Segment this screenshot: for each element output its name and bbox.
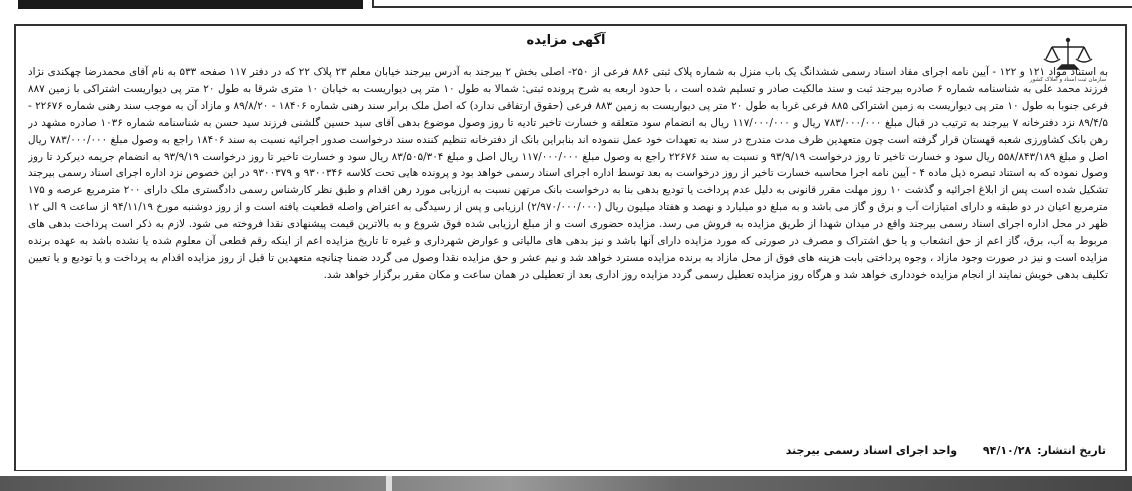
notice-footer [28, 444, 1106, 462]
publish-date-label: تاریخ انتشار: [1037, 444, 1106, 457]
bottom-scan-strip [0, 476, 1132, 491]
issuer-name: واحد اجرای اسناد رسمی بیرجند [785, 444, 958, 457]
publish-date: ۹۴/۱۰/۲۸ [982, 444, 1032, 457]
previous-notice-frame [372, 0, 1132, 8]
strip-divider [386, 476, 392, 491]
top-black-bar [18, 0, 363, 9]
notice-body [28, 64, 1108, 434]
notice-title: آگهی مزایده [526, 33, 606, 48]
notice-body-paragraph: به استناد مواد ۱۲۱ و ۱۲۲ - آیین نامه اجرای مفاد اسناد رسمی ششدانگ یک باب منزل به شماره پلاک ثبتی ۸۸۶ فرعی از ۲۵۰- اصلی بخش ۲ بیرجند به آدرس بیرجند خیابان معلم ۲۳ پلاک ۲۲ که در دفتر ۱۱۷ صفحه ۵۳۳ به نام آقای محمدرضا چهکندی نژاد فرزند محمد علی به شناسنامه شماره ۶ صادره بیرجند ثبت و سند مالکیت صادر و تسلیم شده است ، با حدود اربعه به شرح پرونده ثبتی: شمالا به طول ۱۰ متر پی دیواریست به خیابان ۱۰ متری شرقا به طول ۲۰ متر پی دیواریست اشتراکی با زمین ۸۸۷ فرعی جنوبا به طول ۱۰ متر پی دیواریست به زمین اشتراکی ۸۸۵ فرعی غربا به طول ۲۰ متر پی دیواریست به زمین ۸۸۳ فرعی (حقوق ارتفاقی ندارد) که اصل ملک برابر سند رهنی شماره ۱۸۴۰۶ - ۸۹/۸/۲۰ و مازاد آن به موجب سند رهنی شماره ۲۲۶۷۶ - ۸۹/۴/۵ نزد دفترخانه ۷ بیرجند به ترتیب در قبال مبلغ ۷۸۳/۰۰۰/۰۰۰ ریال و ۱۱۷/۰۰۰/۰۰۰ ریال به انضمام سود متعلقه و خسارت تاخیر تادیه تا روز وصول موضوع بدهی آقای سید حسین گلشنی فرزند سید حسن به شناسنامه شماره ۱۰۳۶ صادره مشهد در رهن بانک کشاورزی شعبه قهستان قرار گرفته است چون متعهدین ظرف مدت مندرج در سند به تعهدات خود عمل ننموده اند بنابراین بانک از دفترخانه تنظیم کننده سند درخواست صدور اجرائیه نسبت به سند ۱۸۴۰۶ راجع به وصول مبلغ ۷۸۳/۰۰۰/۰۰۰ ریال اصل و مبلغ ۵۵۸/۸۴۳/۱۸۹ ریال سود و خسارت تاخیر تا روز درخواست ۹۳/۹/۱۹ و نسبت به سند ۲۲۶۷۶ راجع به وصول مبلغ ۱۱۷/۰۰۰/۰۰۰ ریال اصل و مبلغ ۸۳/۵۰۵/۳۰۴ ریال سود و خسارت تاخیر تا روز درخواست ۹۳/۹/۱۹ به انضمام جریمه دیرکرد تا روز وصول نموده که به استناد تبصره ذیل ماده ۴ - آیین نامه اجرا محاسبه خسارت تاخیر از روز درخواست به بعد توسط اداره اجرای اسناد رسمی خواهد بود و پرونده هایی تحت کلاسه ۹۳۰۰۳۴۶ و ۹۳۰۰۳۷۹ در این خصوص نزد اداره اجرای اسناد رسمی بیرجند تشکیل شده است پس از ابلاغ اجرائیه و گذشت ۱۰ روز مهلت مقرر قانونی به دلیل عدم پرداخت یا تودیع بدهی بنا به درخواست بانک مرتهن نسبت به ارزیابی مورد رهن اقدام و طبق نظر کارشناس رسمی دادگستری ملک دارای ۲۰۰ مترمربع عرصه و ۱۷۵ مترمربع اعیان در دو طبقه و دارای امتیازات آب و برق و گاز می باشد و به مبلغ دو میلیارد و نهصد و هفتاد میلیون ریال (۲/۹۷۰/۰۰۰/۰۰۰) ارزیابی و پس از رسیدگی به اعتراض واصله قطعیت یافته است و از روز دوشنبه مورخ ۹۴/۱۱/۱۹ از ساعت ۹ الی ۱۲ ظهر در محل اداره اجرای اسناد رسمی بیرجند واقع در میدان شهدا از طریق مزایده به فروش می رسد. مزایده حضوری است و از مبلغ ارزیابی شده فوق شروع و به بالاترین قیمت پیشنهادی نقدا فروخته می شود. لازم به ذکر است پرداخت بدهی های مربوط به آب، برق، گاز اعم از حق انشعاب و یا حق اشتراک و مصرف در صورتی که مورد مزایده دارای آنها باشد و نیز بدهی های مالیاتی و عوارض شهرداری و غیره تا تاریخ مزایده اعم از اینکه رقم قطعی آن معلوم شده یا نشده باشد به عهده برنده مزایده است و نیز در صورت وجود مازاد ، وجوه پرداختی بابت هزینه های فوق از محل مازاد به برنده مزایده مسترد خواهد شد و نیم عشر و حق مزایده نقدا وصول می گردد ضمنا چنانچه متعهدین تا قبل از روز مزایده اقدام به پرداخت و یا تودیع و یا تعیین تکلیف بدهی خویش نمایند از انجام مزایده خودداری خواهد شد و هرگاه روز مزایده تعطیل رسمی گردد مزایده روز اداری بعد از تعطیلی در همان ساعت و مکان مقرر برگزار خواهد شد. [28, 66, 1108, 281]
logo-caption: سازمان ثبت اسناد و املاک کشور [1029, 77, 1107, 83]
